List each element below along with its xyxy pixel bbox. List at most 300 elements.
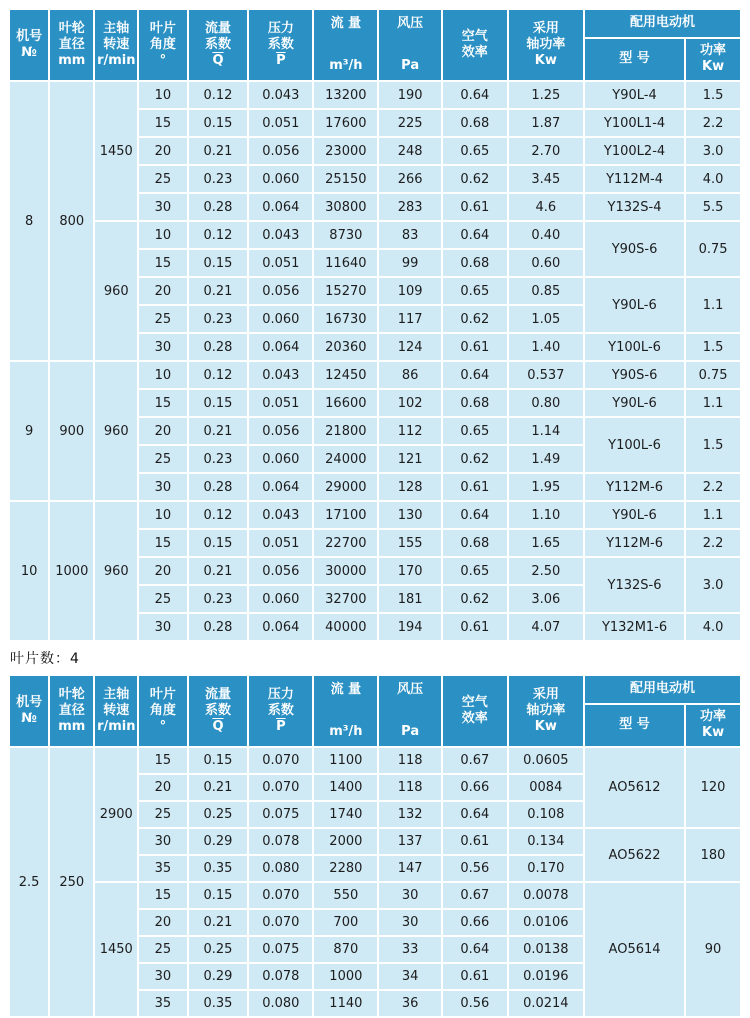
- header-line: 风压: [397, 682, 424, 697]
- table-cell: 2.2: [686, 110, 740, 136]
- header-label: [585, 705, 684, 746]
- table-cell: Y112M-6: [585, 474, 684, 500]
- table-cell: 0.0605: [509, 748, 583, 773]
- table-cell: 4.0: [686, 614, 740, 640]
- table-cell: 190: [379, 82, 441, 108]
- table-cell: 0.61: [443, 614, 507, 640]
- header-line: 型 号: [619, 717, 650, 733]
- table-cell: 1.05: [509, 306, 583, 332]
- table-cell: 0.051: [249, 110, 312, 136]
- header-wind-pressure: [379, 676, 441, 746]
- table-cell: 25: [139, 802, 186, 827]
- header-line: 型 号: [619, 51, 650, 67]
- table-cell: 3.06: [509, 586, 583, 612]
- table-cell: 0.60: [509, 250, 583, 276]
- header-line: 角度: [149, 37, 176, 53]
- table-cell: 15: [139, 883, 186, 908]
- header-line: $\overline{Q}$: [212, 718, 224, 734]
- header-line: mm: [58, 718, 86, 734]
- table-cell: 20: [139, 558, 186, 584]
- header-label: [10, 16, 48, 74]
- table-cell: 0.056: [249, 138, 312, 164]
- table-cell: 0.64: [443, 82, 507, 108]
- table-cell: 124: [379, 334, 441, 360]
- header-line: 系数: [267, 37, 294, 53]
- table-cell: 0.64: [443, 362, 507, 388]
- header-flow-coefficient: [189, 676, 248, 746]
- header-line: 压力: [267, 21, 294, 37]
- table-cell: 12450: [314, 362, 377, 388]
- table-cell: 0.043: [249, 82, 312, 108]
- table-cell: 0.28: [189, 334, 248, 360]
- table-cell: 16600: [314, 390, 377, 416]
- table-cell: 13200: [314, 82, 377, 108]
- header-line: mm: [58, 52, 86, 68]
- table-cell: 25: [139, 446, 186, 472]
- table-cell: 1.1: [686, 390, 740, 416]
- table-cell: 0.61: [443, 334, 507, 360]
- header-line: 流量: [204, 21, 231, 37]
- table-cell: 8730: [314, 222, 377, 248]
- table-cell: 960: [95, 222, 137, 360]
- table-cell: 0.64: [443, 222, 507, 248]
- header-line: 转速: [103, 703, 130, 719]
- table-cell: 1000: [314, 964, 377, 989]
- table-cell: 0.15: [189, 530, 248, 556]
- table-cell: 1.5: [686, 334, 740, 360]
- table-cell: 0.62: [443, 446, 507, 472]
- table-row: [10, 222, 740, 248]
- table-cell: 0.64: [443, 937, 507, 962]
- table-cell: 0.051: [249, 390, 312, 416]
- table-cell: 283: [379, 194, 441, 220]
- table-cell: 0.61: [443, 964, 507, 989]
- table-cell: 0.65: [443, 558, 507, 584]
- header-wind-pressure: [379, 10, 441, 80]
- header-line: 系数: [204, 703, 231, 719]
- table-cell: 25: [139, 586, 186, 612]
- table-cell: 8: [10, 82, 48, 360]
- header-line: 轴功率: [526, 703, 566, 719]
- table-cell: 1740: [314, 802, 377, 827]
- header-line: $\overline{P}$: [276, 718, 286, 734]
- table-cell: 0.29: [189, 964, 248, 989]
- table-cell: 0.67: [443, 883, 507, 908]
- header-line: Pa: [401, 724, 420, 740]
- header-line: °: [159, 718, 167, 734]
- header-pressure-coefficient: [249, 676, 312, 746]
- table-cell: 0.12: [189, 362, 248, 388]
- table-cell: 20: [139, 278, 186, 304]
- table-cell: 0.080: [249, 991, 312, 1016]
- table-cell: 155: [379, 530, 441, 556]
- table-cell: 1.87: [509, 110, 583, 136]
- header-label: [509, 16, 583, 74]
- table-cell: 1.1: [686, 502, 740, 528]
- table-cell: 0.64: [443, 502, 507, 528]
- header-impeller-diameter: [50, 10, 93, 80]
- header-flow-coefficient: [189, 10, 248, 80]
- table-cell: 25: [139, 166, 186, 192]
- table-cell: 0.61: [443, 829, 507, 854]
- header-label: [189, 682, 248, 740]
- table-cell: 0.043: [249, 222, 312, 248]
- table-cell: 137: [379, 829, 441, 854]
- header-line: 压力: [267, 687, 294, 703]
- table-row: [10, 362, 740, 388]
- table-cell: 0.62: [443, 306, 507, 332]
- table-cell: Y132S-6: [585, 558, 684, 612]
- table-cell: 0.35: [189, 991, 248, 1016]
- table-cell: Y100L2-4: [585, 138, 684, 164]
- table-cell: 0.0196: [509, 964, 583, 989]
- header-line: °: [159, 52, 167, 68]
- table-cell: 1.14: [509, 418, 583, 444]
- table-cell: 0.15: [189, 250, 248, 276]
- table-cell: 121: [379, 446, 441, 472]
- table-cell: 248: [379, 138, 441, 164]
- table-cell: 15: [139, 110, 186, 136]
- header-machine-no: [10, 10, 48, 80]
- header-machine-no: [10, 676, 48, 746]
- header-line: 流 量: [330, 682, 362, 697]
- header-line: 空气: [461, 29, 488, 45]
- table-cell: Y132M1-6: [585, 614, 684, 640]
- table-cell: 0.056: [249, 558, 312, 584]
- table-cell: 0.075: [249, 937, 312, 962]
- table-cell: 0.56: [443, 856, 507, 881]
- header-label: [95, 682, 137, 740]
- table-cell: 266: [379, 166, 441, 192]
- table-cell: 130: [379, 502, 441, 528]
- table-cell: 1.40: [509, 334, 583, 360]
- header-label: [686, 39, 740, 80]
- table-cell: 3.0: [686, 558, 740, 612]
- table-cell: 25150: [314, 166, 377, 192]
- table-cell: 0.064: [249, 474, 312, 500]
- table-cell: Y90L-6: [585, 278, 684, 332]
- header-line: 轴功率: [526, 37, 566, 53]
- table-cell: 3.0: [686, 138, 740, 164]
- header-line: 空气: [461, 695, 488, 711]
- table-cell: 800: [50, 82, 93, 360]
- table-cell: 0.80: [509, 390, 583, 416]
- table-cell: 2900: [95, 748, 137, 881]
- header-blade-angle: [139, 10, 186, 80]
- table-cell: 32700: [314, 586, 377, 612]
- header-line: 风压: [397, 16, 424, 31]
- table-cell: 25: [139, 306, 186, 332]
- table-cell: 17600: [314, 110, 377, 136]
- fan-spec-table-2: [8, 674, 742, 1018]
- table-cell: 5.5: [686, 194, 740, 220]
- header-label: [314, 676, 377, 746]
- table-cell: 194: [379, 614, 441, 640]
- header-label: [379, 676, 441, 746]
- table-cell: 20: [139, 418, 186, 444]
- table-cell: 0.070: [249, 910, 312, 935]
- table-cell: 0.66: [443, 775, 507, 800]
- table-cell: 30: [379, 883, 441, 908]
- table-cell: 1.25: [509, 82, 583, 108]
- table-cell: 0.051: [249, 250, 312, 276]
- header-label: [443, 16, 507, 74]
- header-line: m³/h: [329, 724, 363, 740]
- table-cell: 0.070: [249, 883, 312, 908]
- table-cell: 1.95: [509, 474, 583, 500]
- table-cell: 900: [50, 362, 93, 500]
- table-cell: 0.65: [443, 138, 507, 164]
- table-cell: 118: [379, 775, 441, 800]
- table-cell: 0.75: [686, 222, 740, 276]
- table-cell: 118: [379, 748, 441, 773]
- header-label: [585, 39, 684, 80]
- table-cell: 1.65: [509, 530, 583, 556]
- table-cell: 16730: [314, 306, 377, 332]
- table-cell: 0.85: [509, 278, 583, 304]
- header-label: [189, 16, 248, 74]
- header-line: №: [21, 45, 37, 60]
- table-cell: 0.23: [189, 306, 248, 332]
- table-cell: 0.0214: [509, 991, 583, 1016]
- table-cell: 170: [379, 558, 441, 584]
- table-cell: 1.5: [686, 82, 740, 108]
- table-cell: 0.070: [249, 748, 312, 773]
- table-cell: 0.064: [249, 334, 312, 360]
- header-line: 功率: [700, 43, 727, 59]
- header-line: Kw: [702, 725, 725, 741]
- table-cell: 0.65: [443, 278, 507, 304]
- header-motor-group: 配用电动机: [585, 10, 740, 37]
- header-line: 系数: [204, 37, 231, 53]
- table-cell: 0.28: [189, 614, 248, 640]
- table-cell: 0.75: [686, 362, 740, 388]
- table-cell: Y112M-4: [585, 166, 684, 192]
- table-cell: 1450: [95, 883, 137, 1016]
- table-cell: Y112M-6: [585, 530, 684, 556]
- table-cell: 22700: [314, 530, 377, 556]
- table-cell: 1000: [50, 502, 93, 640]
- table-cell: 102: [379, 390, 441, 416]
- table-cell: 2.50: [509, 558, 583, 584]
- table-cell: 0.12: [189, 82, 248, 108]
- header-line: 效率: [461, 711, 488, 726]
- header-line: 转速: [103, 37, 130, 53]
- header-motor-model: [585, 705, 684, 746]
- header-motor-power: [686, 705, 740, 746]
- table-cell: 86: [379, 362, 441, 388]
- header-flow-rate: [314, 10, 377, 80]
- table-cell: 21800: [314, 418, 377, 444]
- header-line: 叶片: [149, 21, 176, 37]
- table-cell: 0.15: [189, 110, 248, 136]
- table-cell: 0.108: [509, 802, 583, 827]
- table-cell: 120: [686, 748, 740, 827]
- table-cell: 2.2: [686, 474, 740, 500]
- table-cell: 0.075: [249, 802, 312, 827]
- header-line: 主轴: [103, 687, 130, 703]
- header-motor-model: [585, 39, 684, 80]
- header-line: 系数: [267, 703, 294, 719]
- table-cell: 83: [379, 222, 441, 248]
- table-cell: 0084: [509, 775, 583, 800]
- table-cell: 0.23: [189, 166, 248, 192]
- table-row: [10, 748, 740, 773]
- table-cell: 0.12: [189, 502, 248, 528]
- table-cell: 9: [10, 362, 48, 500]
- table-cell: AO5612: [585, 748, 684, 827]
- header-motor-group: 配用电动机: [585, 676, 740, 703]
- table-cell: 1100: [314, 748, 377, 773]
- table-cell: 1.49: [509, 446, 583, 472]
- table-cell: 0.28: [189, 474, 248, 500]
- table-cell: Y90L-6: [585, 502, 684, 528]
- table-cell: 0.68: [443, 390, 507, 416]
- header-air-efficiency: [443, 10, 507, 80]
- table-cell: 30: [139, 474, 186, 500]
- table-cell: 4.07: [509, 614, 583, 640]
- table-cell: 10: [139, 362, 186, 388]
- header-shaft-power: [509, 676, 583, 746]
- header-line: 采用: [532, 687, 559, 703]
- table-cell: 0.060: [249, 586, 312, 612]
- header-line: Kw: [534, 718, 557, 734]
- header-label: [50, 682, 93, 740]
- table-cell: 20: [139, 138, 186, 164]
- header-line: 角度: [149, 703, 176, 719]
- table-cell: 0.043: [249, 362, 312, 388]
- table-cell: 24000: [314, 446, 377, 472]
- table-cell: 0.21: [189, 418, 248, 444]
- header-blade-angle: [139, 676, 186, 746]
- table-row: [10, 502, 740, 528]
- table-cell: 0.537: [509, 362, 583, 388]
- header-label: [443, 682, 507, 740]
- table-cell: 30: [139, 194, 186, 220]
- table-cell: 20: [139, 775, 186, 800]
- table-cell: 15: [139, 390, 186, 416]
- table-cell: 225: [379, 110, 441, 136]
- header-line: r/min: [97, 52, 136, 68]
- table-cell: 40000: [314, 614, 377, 640]
- table-cell: 2.70: [509, 138, 583, 164]
- table-cell: 2.2: [686, 530, 740, 556]
- table-cell: 11640: [314, 250, 377, 276]
- table-cell: AO5622: [585, 829, 684, 881]
- table-cell: 960: [95, 362, 137, 500]
- table-cell: 0.62: [443, 166, 507, 192]
- header-label: [249, 16, 312, 74]
- table-cell: 15: [139, 748, 186, 773]
- table-cell: 15: [139, 530, 186, 556]
- header-label: [509, 682, 583, 740]
- table-cell: 0.61: [443, 194, 507, 220]
- table-cell: 0.080: [249, 856, 312, 881]
- table-cell: 0.12: [189, 222, 248, 248]
- table-row: [10, 883, 740, 908]
- table-cell: 0.056: [249, 418, 312, 444]
- header-label: [686, 705, 740, 746]
- table-cell: 0.15: [189, 390, 248, 416]
- table-cell: 0.078: [249, 964, 312, 989]
- table-cell: 0.060: [249, 306, 312, 332]
- table-cell: 0.0078: [509, 883, 583, 908]
- table-cell: 17100: [314, 502, 377, 528]
- header-label: [379, 10, 441, 80]
- header-line: 功率: [700, 709, 727, 725]
- header-line: №: [21, 711, 37, 726]
- table-cell: 0.35: [189, 856, 248, 881]
- table-cell: 0.15: [189, 883, 248, 908]
- table-cell: 0.25: [189, 802, 248, 827]
- table-cell: 10: [10, 502, 48, 640]
- fan-spec-table-1: [8, 8, 742, 642]
- table-cell: 10: [139, 222, 186, 248]
- table-row: [10, 82, 740, 108]
- header-motor-power: [686, 39, 740, 80]
- table-cell: 250: [50, 748, 93, 1016]
- table-cell: 30: [139, 334, 186, 360]
- table-cell: 870: [314, 937, 377, 962]
- table-cell: 0.64: [443, 802, 507, 827]
- header-label: [10, 682, 48, 740]
- table-cell: 550: [314, 883, 377, 908]
- table-cell: 34: [379, 964, 441, 989]
- table-cell: 0.61: [443, 474, 507, 500]
- table-cell: 0.68: [443, 530, 507, 556]
- table-cell: 15270: [314, 278, 377, 304]
- table-cell: 33: [379, 937, 441, 962]
- table-cell: 109: [379, 278, 441, 304]
- table-cell: 4.0: [686, 166, 740, 192]
- table-cell: 35: [139, 856, 186, 881]
- table-cell: 0.15: [189, 748, 248, 773]
- table-cell: 0.0138: [509, 937, 583, 962]
- table-cell: 90: [686, 883, 740, 1016]
- table-cell: 0.21: [189, 775, 248, 800]
- table-cell: 30: [139, 829, 186, 854]
- table-cell: 0.051: [249, 530, 312, 556]
- header-line: Kw: [534, 52, 557, 68]
- table-cell: 0.56: [443, 991, 507, 1016]
- header-impeller-diameter: [50, 676, 93, 746]
- header-line: $\overline{P}$: [276, 52, 286, 68]
- table-cell: 0.078: [249, 829, 312, 854]
- header-line: 机号: [16, 29, 43, 45]
- table-cell: Y90L-6: [585, 390, 684, 416]
- header-line: 采用: [532, 21, 559, 37]
- header-line: Pa: [401, 58, 420, 74]
- table-cell: 0.060: [249, 446, 312, 472]
- table-cell: 99: [379, 250, 441, 276]
- table-cell: 1.1: [686, 278, 740, 332]
- table-cell: 0.134: [509, 829, 583, 854]
- table-cell: 0.28: [189, 194, 248, 220]
- table-cell: 15: [139, 250, 186, 276]
- table-cell: 30: [139, 964, 186, 989]
- header-line: 叶轮: [58, 687, 85, 703]
- table-cell: 0.65: [443, 418, 507, 444]
- header-line: 直径: [58, 37, 85, 53]
- table-cell: 10: [139, 82, 186, 108]
- header-line: $\overline{Q}$: [212, 52, 224, 68]
- table-cell: Y132S-4: [585, 194, 684, 220]
- header-line: 直径: [58, 703, 85, 719]
- table-cell: 180: [686, 829, 740, 881]
- header-label: [249, 682, 312, 740]
- header-line: 效率: [461, 45, 488, 60]
- table-cell: 0.40: [509, 222, 583, 248]
